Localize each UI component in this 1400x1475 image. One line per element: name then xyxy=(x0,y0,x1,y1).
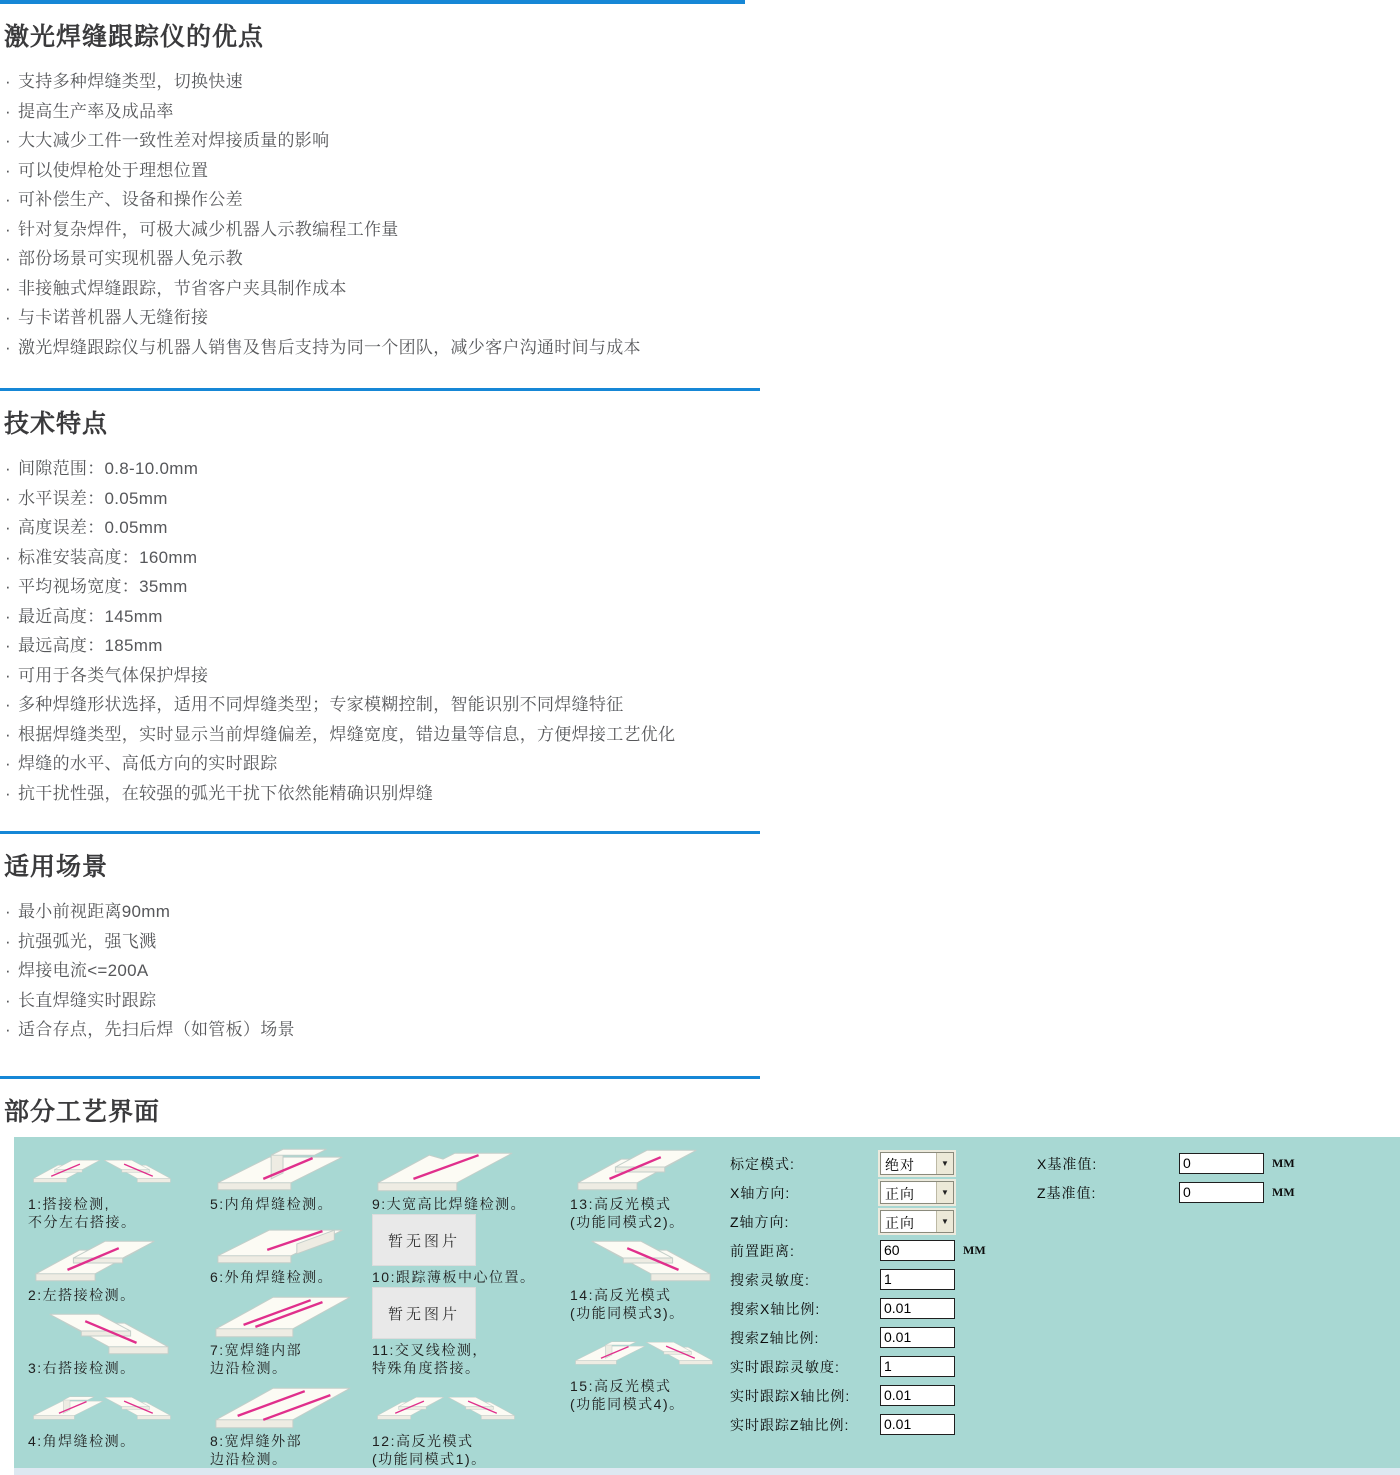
form-row xyxy=(730,1207,986,1236)
dropdown-arrow-icon[interactable]: ▼ xyxy=(936,1153,953,1174)
form-row xyxy=(730,1352,986,1381)
field-label: Z基准值: xyxy=(1037,1184,1097,1201)
form-row xyxy=(730,1410,986,1439)
bullet-item: · 间隙范围：0.8-10.0mm xyxy=(18,454,780,484)
bullet-list xyxy=(0,897,780,1045)
bullet-item: · 与卡诺普机器人无缝衔接 xyxy=(18,303,780,333)
lap-pair-weld-diagram-icon xyxy=(372,1382,570,1430)
bullet-item: · 水平误差：0.05mm xyxy=(18,484,780,514)
field-label: 搜索Z轴比例: xyxy=(730,1329,820,1346)
unit-label: MM xyxy=(1272,1185,1295,1199)
field-label: Z轴方向: xyxy=(730,1213,790,1230)
bullet-list xyxy=(0,454,780,808)
combo-selected-value: 正向 xyxy=(885,1186,915,1202)
section-title: 激光焊缝跟踪仪的优点 xyxy=(4,23,265,51)
form-row xyxy=(730,1323,986,1352)
groove-weld-diagram-icon xyxy=(372,1145,570,1193)
lap-weld-diagram-icon xyxy=(28,1236,210,1284)
section-divider xyxy=(0,388,760,391)
bullet-item: · 平均视场宽度：35mm xyxy=(18,572,780,602)
weld-mode-item xyxy=(28,1236,210,1304)
weld-mode-item xyxy=(210,1291,372,1377)
z-reference-input[interactable]: 0 xyxy=(1179,1182,1264,1203)
weld-mode-column xyxy=(570,1145,732,1468)
bullet-item: · 部份场景可实现机器人免示教 xyxy=(18,244,780,274)
no-image-placeholder xyxy=(372,1291,570,1339)
weld-mode-caption: 5:内角焊缝检测。 xyxy=(210,1196,334,1212)
form-row xyxy=(730,1149,986,1178)
lead-distance-input[interactable]: 60 xyxy=(880,1240,955,1261)
weld-mode-item xyxy=(570,1327,732,1413)
section-divider xyxy=(0,0,745,4)
weld-mode-caption: 6:外角焊缝检测。 xyxy=(210,1269,334,1285)
weld-mode-item xyxy=(570,1236,732,1322)
tee-pair-weld-diagram-icon xyxy=(28,1382,210,1430)
field-label: X轴方向: xyxy=(730,1184,791,1201)
no-image-placeholder xyxy=(372,1218,570,1266)
weld-mode-item xyxy=(372,1291,570,1377)
section-title: 部分工艺界面 xyxy=(4,1098,161,1126)
section-title: 技术特点 xyxy=(4,410,109,438)
field-label: 实时跟踪Z轴比例: xyxy=(730,1416,850,1433)
bullet-item: · 长直焊缝实时跟踪 xyxy=(18,986,780,1016)
bullet-item: · 焊接电流<=200A xyxy=(18,956,780,986)
weld-mode-caption: 2:左搭接检测。 xyxy=(28,1287,136,1303)
bullet-item: · 多种焊缝形状选择，适用不同焊缝类型；专家模糊控制，智能识别不同焊缝特征 xyxy=(18,690,780,720)
bullet-item: · 根据焊缝类型，实时显示当前焊缝偏差，焊缝宽度，错边量等信息，方便焊接工艺优化 xyxy=(18,720,780,750)
weld-mode-column xyxy=(28,1145,210,1468)
field-label: 实时跟踪X轴比例: xyxy=(730,1387,851,1404)
lap-pair-weld-diagram-icon xyxy=(28,1145,210,1193)
weld-mode-item xyxy=(210,1145,372,1213)
form-row xyxy=(730,1178,986,1207)
form-row xyxy=(730,1265,986,1294)
weld-modes-grid xyxy=(28,1145,732,1468)
unit-label: MM xyxy=(963,1243,986,1257)
section-divider xyxy=(0,1076,760,1079)
z-axis-direction-select[interactable] xyxy=(880,1210,954,1233)
section-scenarios xyxy=(0,831,780,1045)
realtime-sensitivity-input[interactable]: 1 xyxy=(880,1356,955,1377)
no-image-placeholder-label: 暂无图片 xyxy=(372,1214,476,1266)
tee-pair-weld-diagram-icon xyxy=(570,1327,732,1375)
bullet-item: · 针对复杂焊件，可极大减少机器人示教编程工作量 xyxy=(18,215,780,245)
form-row xyxy=(730,1294,986,1323)
bullet-item: · 非接触式焊缝跟踪，节省客户夹具制作成本 xyxy=(18,274,780,304)
bullet-item: · 标准安装高度：160mm xyxy=(18,543,780,573)
dropdown-arrow-icon[interactable]: ▼ xyxy=(936,1182,953,1203)
realtime-x-ratio-input[interactable]: 0.01 xyxy=(880,1385,955,1406)
dropdown-arrow-icon[interactable]: ▼ xyxy=(936,1211,953,1232)
weld-mode-item xyxy=(28,1145,210,1231)
weld-mode-item xyxy=(372,1145,570,1213)
tee-weld-diagram-icon xyxy=(210,1145,372,1193)
weld-mode-caption: 3:右搭接检测。 xyxy=(28,1360,136,1376)
form-row xyxy=(1037,1178,1295,1207)
combo-selected-value: 绝对 xyxy=(885,1157,915,1173)
process-interface-panel xyxy=(14,1137,1400,1468)
weld-mode-caption: 12:高反光模式 (功能同模式1)。 xyxy=(372,1433,487,1467)
form-row xyxy=(730,1236,986,1265)
weld-mode-item xyxy=(210,1218,372,1286)
weld-mode-item xyxy=(372,1382,570,1468)
realtime-z-ratio-input[interactable]: 0.01 xyxy=(880,1414,955,1435)
weld-mode-caption: 10:跟踪薄板中心位置。 xyxy=(372,1269,536,1285)
weld-mode-item xyxy=(372,1218,570,1286)
weld-mode-caption: 4:角焊缝检测。 xyxy=(28,1433,136,1449)
weld-mode-caption: 15:高反光模式 (功能同模式4)。 xyxy=(570,1378,685,1412)
section-divider xyxy=(0,831,760,834)
bullet-item: · 最远高度：185mm xyxy=(18,631,780,661)
weld-mode-caption: 11:交叉线检测， 特殊角度搭接。 xyxy=(372,1342,488,1376)
weld-mode-caption: 13:高反光模式 (功能同模式2)。 xyxy=(570,1196,685,1230)
bullet-item: · 抗干扰性强，在较强的弧光干扰下依然能精确识别焊缝 xyxy=(18,779,780,809)
bullet-item: · 最小前视距离90mm xyxy=(18,897,780,927)
bullet-item: · 抗强弧光，强飞溅 xyxy=(18,927,780,957)
search-sensitivity-input[interactable]: 1 xyxy=(880,1269,955,1290)
bullet-item: · 高度误差：0.05mm xyxy=(18,513,780,543)
bullet-item: · 可用于各类气体保护焊接 xyxy=(18,661,780,691)
field-label: 标定模式: xyxy=(730,1155,795,1172)
weld-mode-column xyxy=(210,1145,372,1468)
field-label: 搜索灵敏度: xyxy=(730,1271,810,1288)
weld-mode-item xyxy=(570,1145,732,1231)
combo-selected-value: 正向 xyxy=(885,1215,915,1231)
field-label: 前置距离: xyxy=(730,1242,795,1259)
calibration-mode-select[interactable] xyxy=(880,1152,954,1175)
x-axis-direction-select[interactable] xyxy=(880,1181,954,1204)
weld-mode-column xyxy=(372,1145,570,1468)
corner-weld-diagram-icon xyxy=(210,1218,372,1266)
field-label: 搜索X轴比例: xyxy=(730,1300,821,1317)
bullet-item: · 焊缝的水平、高低方向的实时跟踪 xyxy=(18,749,780,779)
weld-mode-caption: 14:高反光模式 (功能同模式3)。 xyxy=(570,1287,685,1321)
form-row xyxy=(1037,1149,1295,1178)
calibration-form xyxy=(730,1149,986,1439)
bullet-item: · 大大减少工件一致性差对焊接质量的影响 xyxy=(18,126,780,156)
section-features xyxy=(0,388,780,808)
field-label: 实时跟踪灵敏度: xyxy=(730,1358,840,1375)
weld-mode-caption: 9:大宽高比焊缝检测。 xyxy=(372,1196,527,1212)
bullet-item: · 激光焊缝跟踪仪与机器人销售及售后支持为同一个团队，减少客户沟通时间与成本 xyxy=(18,333,780,363)
bullet-item: · 支持多种焊缝类型，切换快速 xyxy=(18,67,780,97)
weld-mode-caption: 8:宽焊缝外部 边沿检测。 xyxy=(210,1433,303,1467)
x-reference-input[interactable]: 0 xyxy=(1179,1153,1264,1174)
weld-mode-item xyxy=(28,1382,210,1450)
bullet-item: · 适合存点，先扫后焊（如管板）场景 xyxy=(18,1015,780,1045)
search-z-ratio-input[interactable]: 0.01 xyxy=(880,1327,955,1348)
bullet-item: · 可以使焊枪处于理想位置 xyxy=(18,156,780,186)
weld-mode-caption: 7:宽焊缝内部 边沿检测。 xyxy=(210,1342,303,1376)
bottom-strip xyxy=(14,1468,1400,1475)
no-image-placeholder-label: 暂无图片 xyxy=(372,1287,476,1339)
bullet-item: · 提高生产率及成品率 xyxy=(18,97,780,127)
bullet-list xyxy=(0,67,780,362)
section-title: 适用场景 xyxy=(4,853,109,881)
weld-mode-item xyxy=(210,1382,372,1468)
lap-m-weld-diagram-icon xyxy=(28,1309,210,1357)
section-process-interface xyxy=(0,1076,780,1128)
reference-form xyxy=(1037,1149,1295,1207)
wide-weld-diagram-icon xyxy=(210,1291,372,1339)
form-row xyxy=(730,1381,986,1410)
section-advantages xyxy=(0,0,780,362)
lap-m-weld-diagram-icon xyxy=(570,1236,732,1284)
field-label: X基准值: xyxy=(1037,1155,1098,1172)
lap-weld-diagram-icon xyxy=(570,1145,732,1193)
search-x-ratio-input[interactable]: 0.01 xyxy=(880,1298,955,1319)
weld-mode-caption: 1:搭接检测, 不分左右搭接。 xyxy=(28,1196,137,1230)
weld-mode-item xyxy=(28,1309,210,1377)
bullet-item: · 最近高度：145mm xyxy=(18,602,780,632)
unit-label: MM xyxy=(1272,1156,1295,1170)
bullet-item: · 可补偿生产、设备和操作公差 xyxy=(18,185,780,215)
wide2-weld-diagram-icon xyxy=(210,1382,372,1430)
